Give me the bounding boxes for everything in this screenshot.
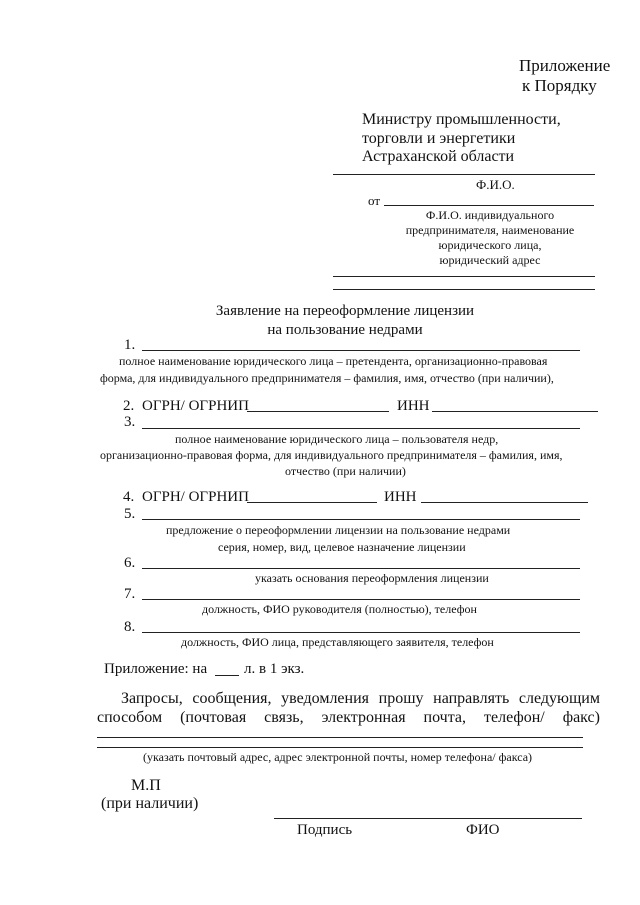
fio-caption: Ф.И.О. <box>476 177 515 192</box>
signature-line <box>274 818 582 819</box>
item-4-ogrn-line <box>247 502 377 503</box>
attachment-pages-line <box>215 675 239 676</box>
fio-field-line <box>333 174 595 175</box>
contact-caption: (указать почтовый адрес, адрес электронной почты, номер телефона/ факса) <box>143 750 533 764</box>
item-4-number: 4. <box>123 489 135 505</box>
document-title-line-2: на пользование недрами <box>267 322 423 338</box>
item-1-caption-a: полное наименование юридического лица – претендента, организационно-правовая <box>119 354 548 368</box>
appendix-title: Приложение <box>519 56 611 75</box>
item-3-caption-a: полное наименование юридического лица – пользователя недр, <box>175 432 499 446</box>
signature-fio-label: ФИО <box>466 822 500 838</box>
address-line-2 <box>333 289 595 290</box>
item-7-field-line <box>142 599 580 600</box>
item-1-caption-b: форма, для индивидуального предпринимателя – фамилия, имя, отчество (при наличии), <box>100 371 554 385</box>
item-4-ogrn-label: ОГРН/ ОГРНИП <box>142 489 249 505</box>
requests-line-1: Запросы, сообщения, уведомления прошу направлять следующим <box>121 690 600 707</box>
item-6-field-line <box>142 568 580 569</box>
appendix-subtitle: к Порядку <box>522 76 597 95</box>
item-5-caption-b: серия, номер, вид, целевое назначение лицензии <box>218 540 466 554</box>
item-7-caption: должность, ФИО руководителя (полностью), телефон <box>202 602 477 616</box>
item-1-number: 1. <box>124 337 136 353</box>
item-7-number: 7. <box>124 586 136 602</box>
item-6-number: 6. <box>124 555 136 571</box>
from-label: от <box>368 193 381 208</box>
attachment-prefix: Приложение: на <box>104 661 208 677</box>
item-2-ogrn-line <box>247 411 389 412</box>
item-2-inn-line <box>432 411 598 412</box>
item-5-number: 5. <box>124 506 136 522</box>
stamp-label: М.П <box>131 777 161 794</box>
addressee-line-2: торговли и энергетики <box>362 130 516 147</box>
item-5-caption-a: предложение о переоформлении лицензии на пользование недрами <box>166 523 511 537</box>
document-title-line-1: Заявление на переоформление лицензии <box>215 303 475 319</box>
item-2-number: 2. <box>123 398 135 414</box>
applicant-field-line <box>384 205 594 206</box>
contact-line-2 <box>97 747 583 748</box>
item-2-inn-label: ИНН <box>397 398 430 414</box>
item-2-ogrn-label: ОГРН/ ОГРНИП <box>142 398 249 414</box>
item-4-inn-label: ИНН <box>384 489 417 505</box>
item-3-caption-b: организационно-правовая форма, для индивидуального предпринимателя – фамилия, имя, <box>100 448 563 462</box>
contact-line-1 <box>97 737 583 738</box>
item-3-number: 3. <box>124 414 136 430</box>
signature-label: Подпись <box>297 822 353 838</box>
requests-line-2: способом (почтовая связь, электронная почта, телефон/ факс) <box>97 709 600 726</box>
addressee-line-1: Министру промышленности, <box>362 111 561 128</box>
item-3-field-line <box>142 428 580 429</box>
addressee-line-3: Астраханской области <box>362 148 515 165</box>
item-3-caption-c: отчество (при наличии) <box>285 464 406 478</box>
item-8-caption: должность, ФИО лица, представляющего заявителя, телефон <box>181 635 494 649</box>
item-8-field-line <box>142 632 580 633</box>
item-4-inn-line <box>421 502 588 503</box>
item-8-number: 8. <box>124 619 136 635</box>
item-5-field-line <box>142 519 580 520</box>
item-6-caption: указать основания переоформления лицензии <box>255 571 489 585</box>
stamp-note: (при наличии) <box>101 795 199 812</box>
item-1-field-line <box>142 350 580 351</box>
applicant-caption: Ф.И.О. индивидуального предпринимателя, наименование юридического лица, юридический адрес <box>405 208 575 267</box>
attachment-suffix: л. в 1 экз. <box>244 661 305 677</box>
address-line-1 <box>333 276 595 277</box>
